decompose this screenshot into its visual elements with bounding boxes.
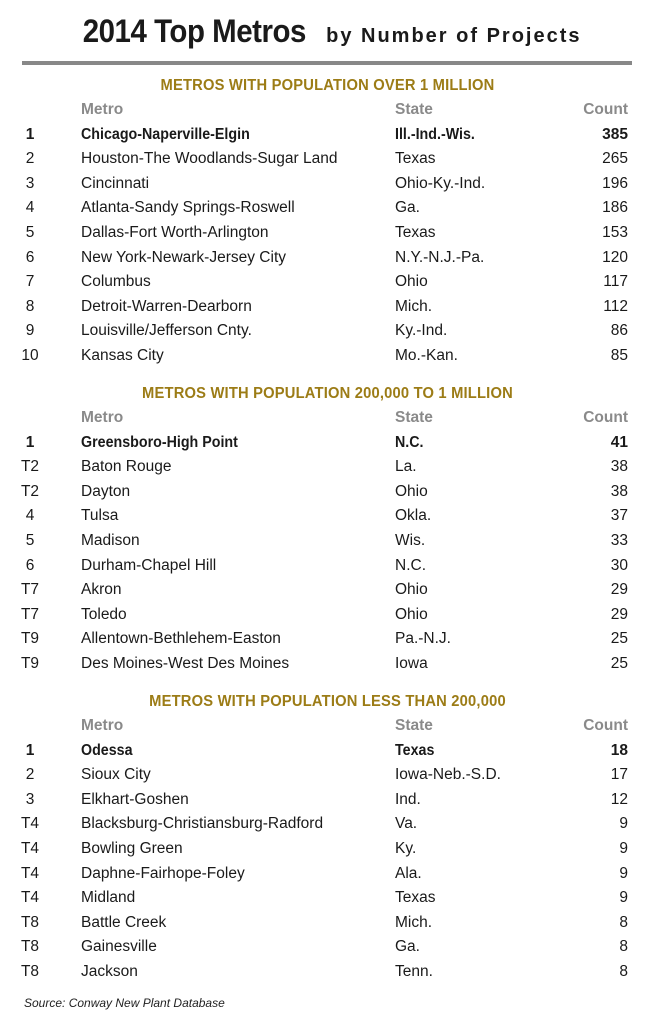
column-header-metro: Metro bbox=[81, 409, 124, 426]
table-body bbox=[0, 123, 655, 369]
section-title: METROS WITH POPULATION OVER 1 MILLION bbox=[160, 77, 495, 94]
state-cell: Mo.-Kan. bbox=[395, 346, 458, 364]
metro-cell: Battle Creek bbox=[81, 913, 167, 931]
table-row bbox=[0, 578, 655, 603]
table-row bbox=[0, 344, 655, 369]
section-title: METROS WITH POPULATION LESS THAN 200,000 bbox=[149, 693, 506, 710]
state-cell: Ohio bbox=[395, 273, 428, 291]
count-cell: 8 bbox=[619, 913, 628, 931]
state-cell: Wis. bbox=[395, 531, 426, 549]
rank-cell: 9 bbox=[25, 322, 35, 340]
rank-cell: 4 bbox=[25, 199, 35, 217]
metro-cell: Houston-The Woodlands-Sugar Land bbox=[81, 150, 338, 168]
state-cell: Mich. bbox=[395, 913, 433, 931]
rank-cell: 10 bbox=[21, 346, 39, 364]
metro-cell: Gainesville bbox=[81, 938, 157, 956]
count-cell: 25 bbox=[610, 654, 628, 672]
count-cell: 385 bbox=[602, 125, 628, 143]
rank-cell: T4 bbox=[20, 864, 40, 882]
table-row bbox=[0, 504, 655, 529]
table-row bbox=[0, 935, 655, 960]
section-under-200k bbox=[0, 690, 655, 985]
count-cell: 265 bbox=[602, 150, 628, 168]
metro-cell: Madison bbox=[81, 531, 140, 549]
metro-cell: Dallas-Fort Worth-Arlington bbox=[81, 223, 269, 241]
section-200k-to-1-million bbox=[0, 382, 655, 677]
table-row bbox=[0, 960, 655, 985]
rank-cell: 1 bbox=[25, 433, 35, 451]
rank-cell: T9 bbox=[20, 654, 40, 672]
column-header-metro: Metro bbox=[81, 717, 124, 734]
count-cell: 38 bbox=[610, 458, 628, 476]
table-row bbox=[0, 196, 655, 221]
count-cell: 153 bbox=[602, 223, 628, 241]
rank-cell: 4 bbox=[25, 507, 35, 525]
column-header-state: State bbox=[395, 101, 433, 118]
count-cell: 9 bbox=[619, 839, 628, 857]
metro-cell: Jackson bbox=[81, 962, 138, 980]
rank-cell: T9 bbox=[20, 630, 40, 648]
count-cell: 85 bbox=[610, 346, 628, 364]
rank-cell: 3 bbox=[25, 174, 35, 192]
state-cell: Tenn. bbox=[395, 962, 433, 980]
section-over-1-million bbox=[0, 74, 655, 369]
table-row bbox=[0, 812, 655, 837]
state-cell: N.C. bbox=[395, 556, 426, 574]
rank-cell: 3 bbox=[25, 790, 35, 808]
table-row bbox=[0, 529, 655, 554]
state-cell: Ky.-Ind. bbox=[395, 322, 448, 340]
rank-cell: 5 bbox=[25, 531, 35, 549]
state-cell: La. bbox=[395, 458, 417, 476]
table-row bbox=[0, 147, 655, 172]
metro-cell: Detroit-Warren-Dearborn bbox=[81, 297, 252, 315]
rank-cell: T8 bbox=[20, 913, 40, 931]
column-header-count: Count bbox=[583, 717, 628, 734]
table-row bbox=[0, 221, 655, 246]
table-row bbox=[0, 911, 655, 936]
metro-cell: Bowling Green bbox=[81, 839, 183, 857]
rank-cell: T2 bbox=[20, 458, 40, 476]
metro-cell: Sioux City bbox=[81, 766, 151, 784]
metro-cell: Akron bbox=[81, 581, 122, 599]
state-cell: N.C. bbox=[395, 433, 424, 451]
rank-cell: T7 bbox=[20, 605, 40, 623]
rank-cell: 1 bbox=[25, 125, 35, 143]
table-row bbox=[0, 431, 655, 456]
count-cell: 41 bbox=[610, 433, 628, 451]
column-header-state: State bbox=[395, 717, 433, 734]
state-cell: Iowa-Neb.-S.D. bbox=[395, 766, 501, 784]
state-cell: Ohio-Ky.-Ind. bbox=[395, 174, 486, 192]
state-cell: Va. bbox=[395, 815, 418, 833]
column-header-count: Count bbox=[583, 409, 628, 426]
state-cell: N.Y.-N.J.-Pa. bbox=[395, 248, 485, 266]
state-cell: Ohio bbox=[395, 581, 428, 599]
table-row bbox=[0, 480, 655, 505]
metro-cell: Baton Rouge bbox=[81, 458, 172, 476]
count-cell: 9 bbox=[619, 864, 628, 882]
rank-cell: 8 bbox=[25, 297, 35, 315]
table-row bbox=[0, 455, 655, 480]
metro-cell: Durham-Chapel Hill bbox=[81, 556, 217, 574]
count-cell: 8 bbox=[619, 938, 628, 956]
title-subtitle: by Number of Projects bbox=[326, 25, 582, 47]
table-row bbox=[0, 603, 655, 628]
table-row bbox=[0, 295, 655, 320]
title-main: 2014 Top Metros bbox=[83, 13, 307, 49]
metro-cell: Elkhart-Goshen bbox=[81, 790, 189, 808]
count-cell: 186 bbox=[602, 199, 628, 217]
count-cell: 117 bbox=[603, 273, 628, 291]
metro-cell: Odessa bbox=[81, 741, 133, 759]
state-cell: Texas bbox=[395, 223, 436, 241]
table-row bbox=[0, 837, 655, 862]
state-cell: Ky. bbox=[395, 839, 417, 857]
table-row bbox=[0, 246, 655, 271]
table-row bbox=[0, 886, 655, 911]
rank-cell: 5 bbox=[25, 223, 35, 241]
metro-cell: Chicago-Naperville-Elgin bbox=[81, 125, 250, 143]
state-cell: Mich. bbox=[395, 297, 433, 315]
metro-cell: Columbus bbox=[81, 273, 151, 291]
rank-cell: T4 bbox=[20, 839, 40, 857]
rank-cell: 6 bbox=[25, 556, 35, 574]
count-cell: 196 bbox=[602, 174, 628, 192]
state-cell: Ohio bbox=[395, 482, 428, 500]
count-cell: 9 bbox=[619, 889, 628, 907]
column-header-metro: Metro bbox=[81, 101, 124, 118]
metro-cell: Cincinnati bbox=[81, 174, 150, 192]
title-divider bbox=[22, 61, 632, 65]
table-row bbox=[0, 652, 655, 677]
count-cell: 29 bbox=[610, 605, 628, 623]
rank-cell: 1 bbox=[25, 741, 35, 759]
count-cell: 9 bbox=[619, 815, 628, 833]
rank-cell: 2 bbox=[25, 150, 35, 168]
rank-cell: T7 bbox=[20, 581, 40, 599]
metro-cell: Greensboro-High Point bbox=[81, 433, 238, 451]
metro-cell: Atlanta-Sandy Springs-Roswell bbox=[81, 199, 295, 217]
metro-cell: Midland bbox=[81, 889, 136, 907]
table-row bbox=[0, 270, 655, 295]
count-cell: 8 bbox=[619, 962, 628, 980]
state-cell: Ga. bbox=[395, 938, 420, 956]
state-cell: Pa.-N.J. bbox=[395, 630, 451, 648]
count-cell: 17 bbox=[610, 766, 628, 784]
state-cell: Ind. bbox=[395, 790, 421, 808]
state-cell: Ill.-Ind.-Wis. bbox=[395, 125, 475, 143]
rank-cell: T4 bbox=[20, 889, 40, 907]
section-title: METROS WITH POPULATION 200,000 TO 1 MILLION bbox=[142, 385, 513, 402]
metro-cell: Daphne-Fairhope-Foley bbox=[81, 864, 245, 882]
state-cell: Texas bbox=[395, 889, 436, 907]
column-header-row bbox=[0, 714, 655, 739]
count-cell: 33 bbox=[610, 531, 628, 549]
metro-cell: Toledo bbox=[81, 605, 127, 623]
rank-cell: T8 bbox=[20, 938, 40, 956]
table-row bbox=[0, 788, 655, 813]
count-cell: 12 bbox=[610, 790, 628, 808]
state-cell: Ga. bbox=[395, 199, 420, 217]
table-row bbox=[0, 123, 655, 148]
table-row bbox=[0, 739, 655, 764]
table-row bbox=[0, 763, 655, 788]
table-row bbox=[0, 554, 655, 579]
rank-cell: 2 bbox=[25, 766, 35, 784]
metro-cell: Des Moines-West Des Moines bbox=[81, 654, 290, 672]
state-cell: Okla. bbox=[395, 507, 432, 525]
column-header-state: State bbox=[395, 409, 433, 426]
count-cell: 86 bbox=[610, 322, 628, 340]
metro-cell: Dayton bbox=[81, 482, 131, 500]
metro-cell: Tulsa bbox=[81, 507, 119, 525]
state-cell: Iowa bbox=[395, 654, 428, 672]
count-cell: 18 bbox=[610, 741, 628, 759]
column-header-count: Count bbox=[583, 101, 628, 118]
metro-cell: Louisville/Jefferson Cnty. bbox=[81, 322, 252, 340]
count-cell: 112 bbox=[603, 297, 628, 315]
table-row bbox=[0, 172, 655, 197]
column-header-row bbox=[0, 98, 655, 123]
count-cell: 120 bbox=[602, 248, 628, 266]
table-body bbox=[0, 739, 655, 985]
count-cell: 29 bbox=[610, 581, 628, 599]
state-cell: Texas bbox=[395, 150, 436, 168]
metro-cell: Blacksburg-Christiansburg-Radford bbox=[81, 815, 324, 833]
metro-cell: Kansas City bbox=[81, 346, 164, 364]
rank-cell: T4 bbox=[20, 815, 40, 833]
count-cell: 37 bbox=[610, 507, 628, 525]
table-row bbox=[0, 319, 655, 344]
rank-cell: T2 bbox=[20, 482, 40, 500]
metro-cell: Allentown-Bethlehem-Easton bbox=[81, 630, 281, 648]
table-body bbox=[0, 431, 655, 677]
rank-cell: 6 bbox=[25, 248, 35, 266]
source-note: Source: Conway New Plant Database bbox=[24, 996, 225, 1010]
rank-cell: 7 bbox=[25, 273, 35, 291]
count-cell: 30 bbox=[610, 556, 628, 574]
count-cell: 25 bbox=[610, 630, 628, 648]
state-cell: Texas bbox=[395, 741, 435, 759]
state-cell: Ohio bbox=[395, 605, 428, 623]
table-row bbox=[0, 627, 655, 652]
count-cell: 38 bbox=[610, 482, 628, 500]
state-cell: Ala. bbox=[395, 864, 422, 882]
metro-cell: New York-Newark-Jersey City bbox=[81, 248, 286, 266]
column-header-row bbox=[0, 406, 655, 431]
page-title bbox=[0, 0, 655, 62]
table-row bbox=[0, 862, 655, 887]
rank-cell: T8 bbox=[20, 962, 40, 980]
